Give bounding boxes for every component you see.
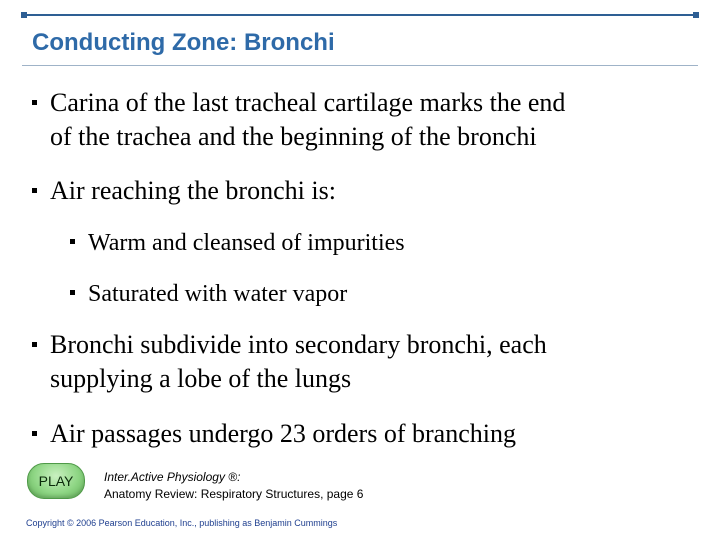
bullet-text: Air reaching the bronchi is:	[50, 176, 336, 205]
title-underline	[22, 65, 698, 66]
slide-title: Conducting Zone: Bronchi	[32, 29, 335, 56]
rule-cap-left	[21, 12, 27, 18]
rule-cap-right	[693, 12, 699, 18]
bullet-marker	[32, 100, 37, 105]
bullet-marker	[32, 342, 37, 347]
bullet-text: Warm and cleansed of impurities	[88, 230, 405, 256]
play-button[interactable]: PLAY	[27, 463, 85, 499]
bullet-marker	[70, 239, 75, 244]
bullet-text: Carina of the last tracheal cartilage marks the end	[50, 88, 566, 117]
title-top-rule	[22, 14, 698, 16]
reference-title: Inter.Active Physiology ®:	[104, 470, 241, 484]
bullet-marker	[32, 188, 37, 193]
bullet-marker	[32, 431, 37, 436]
bullet-text: of the trachea and the beginning of the bronchi	[50, 122, 537, 151]
reference-subtitle: Anatomy Review: Respiratory Structures, page 6	[104, 487, 364, 501]
bullet-text: Air passages undergo 23 orders of branching	[50, 419, 516, 448]
bullet-marker	[70, 290, 75, 295]
copyright-notice: Copyright © 2006 Pearson Education, Inc., publishing as Benjamin Cummings	[26, 518, 338, 528]
bullet-text: Bronchi subdivide into secondary bronchi, each	[50, 330, 547, 359]
bullet-text: supplying a lobe of the lungs	[50, 364, 352, 393]
bullet-text: Saturated with water vapor	[88, 281, 348, 307]
